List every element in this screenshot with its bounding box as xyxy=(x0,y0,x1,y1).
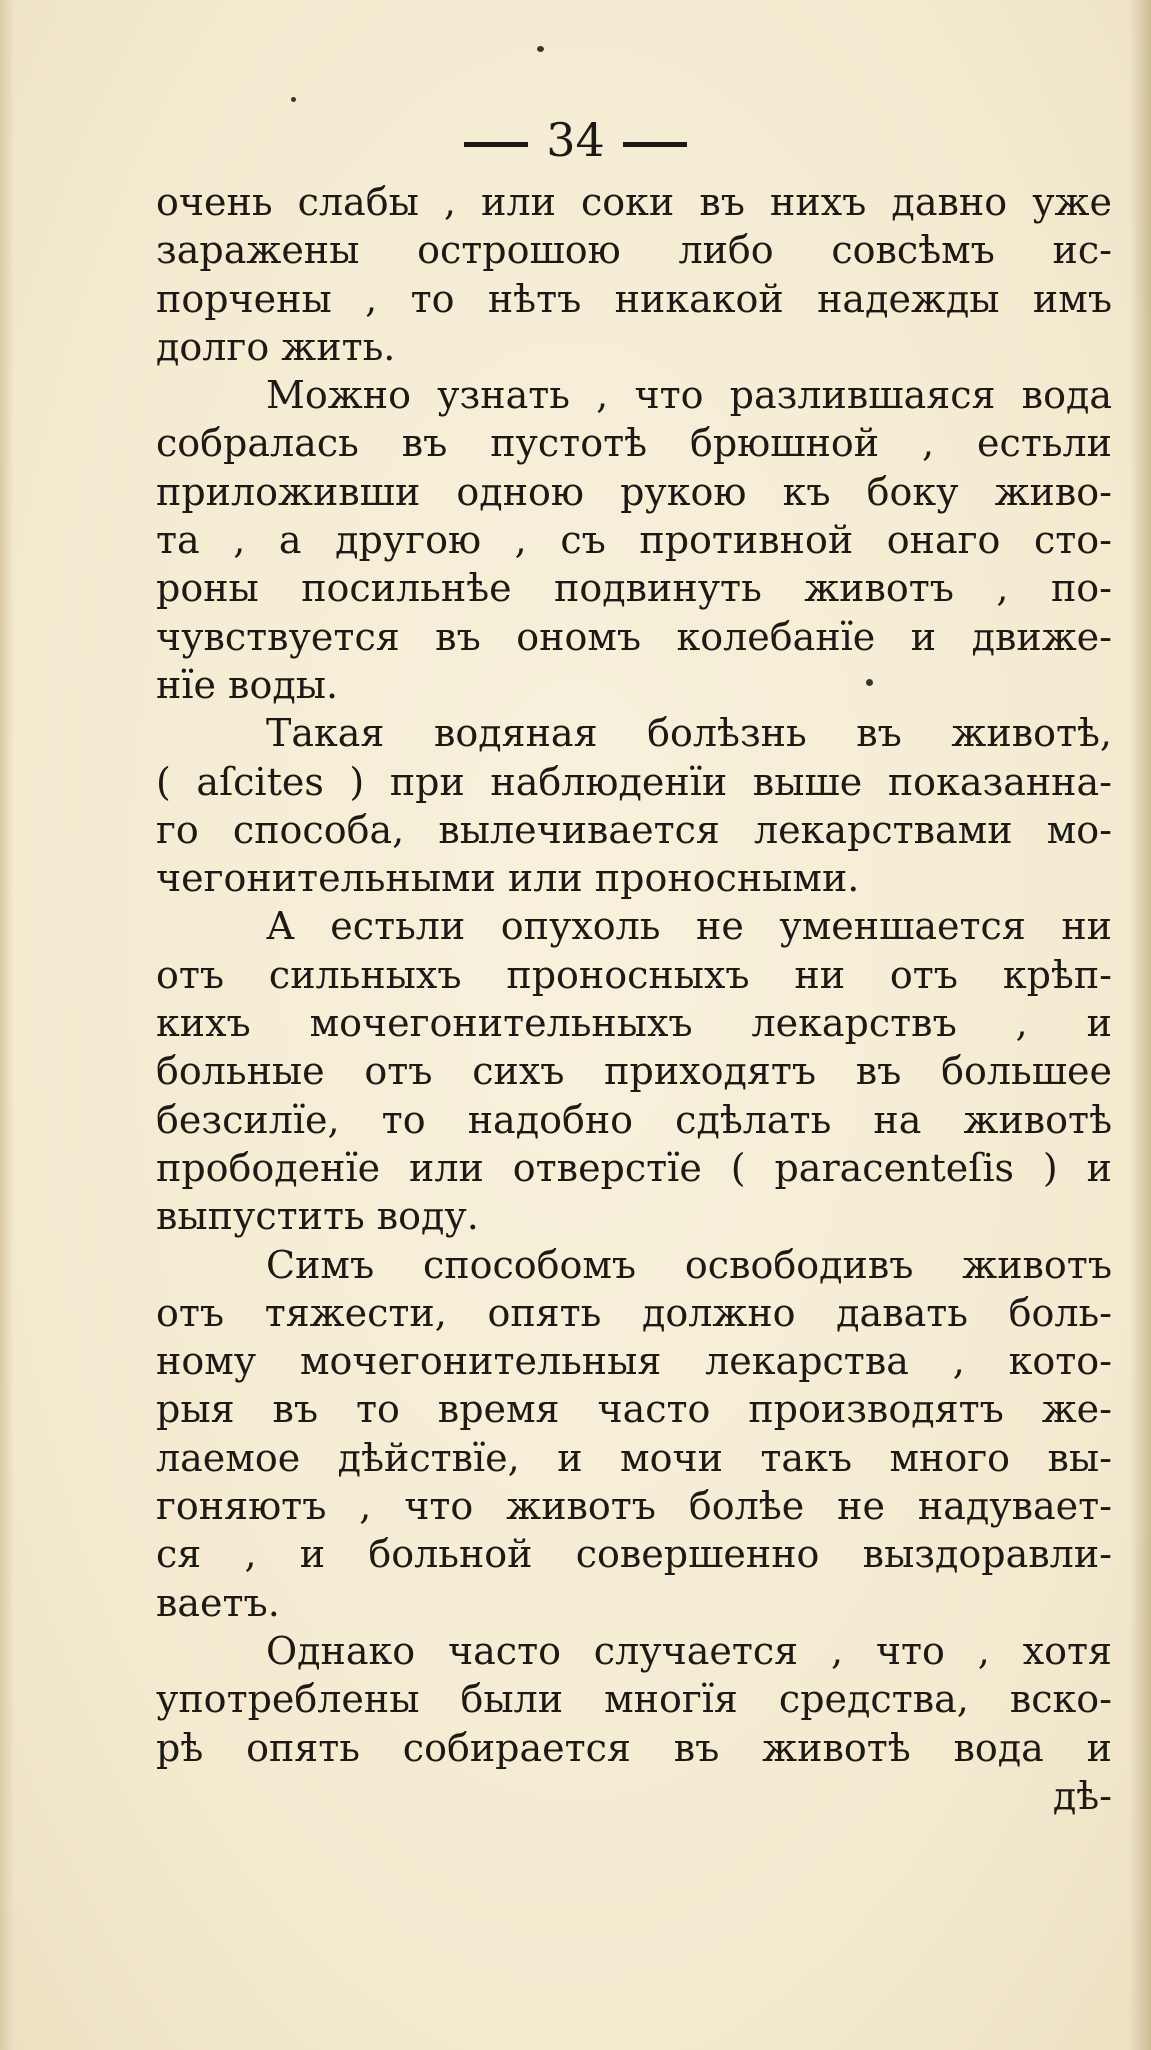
text-line: очень слабы , или соки въ нихъ давно уже xyxy=(156,180,1112,224)
text-line: лаемое дѣйствїе, и мочи такъ много вы- xyxy=(156,1435,1112,1480)
text-line: кихъ мочегонительныхъ лекарствъ , и xyxy=(156,1001,1112,1046)
page-header xyxy=(0,105,1151,175)
text-line: собралась въ пустотѣ брюшной , естьли xyxy=(156,421,1112,466)
page-right-edge-shadow xyxy=(1129,0,1151,2050)
text-line: прободенїе или отверстїе ( paracenteſis ) и xyxy=(156,1145,1112,1190)
page-number: 34 xyxy=(546,113,605,167)
text-line: долго жить. xyxy=(156,324,396,369)
ink-speck xyxy=(866,679,873,686)
text-line: роны посильнѣе подвинуть животъ , по- xyxy=(156,566,1112,611)
text-line: ному мочегонительныя лекарства , кото- xyxy=(156,1339,1112,1384)
text-line: приложивши одною рукою къ боку живо- xyxy=(156,469,1112,514)
ink-speck xyxy=(291,97,296,102)
text-line: Такая водяная болѣзнь въ животѣ, xyxy=(266,711,1112,756)
page-left-edge-shadow xyxy=(0,0,14,2050)
text-line: Однако часто случается , что , хотя xyxy=(266,1628,1112,1673)
text-line: гоняютъ , что животъ болѣе не надувает- xyxy=(156,1484,1112,1529)
text-line: выпустить воду. xyxy=(156,1194,479,1239)
text-line: рыя въ то время часто производятъ же- xyxy=(156,1387,1112,1432)
text-line: чувствуется въ ономъ колебанїе и движе- xyxy=(156,614,1112,659)
text-line: употреблены были многїя средства, вско- xyxy=(156,1677,1112,1722)
text-line: порчены , то нѣтъ никакой надежды имъ xyxy=(156,276,1112,321)
text-line: чегонительными или проносными. xyxy=(156,856,860,901)
text-line: заражены острошою либо совсѣмъ ис- xyxy=(156,228,1112,273)
text-line: отъ тяжести, опять должно давать боль- xyxy=(156,1290,1112,1335)
text-line: дѣ- xyxy=(1052,1773,1112,1818)
header-dash-right xyxy=(623,142,687,147)
text-line: А естьли опухоль не уменшается ни xyxy=(266,904,1112,949)
text-line: ся , и больной совершенно выздоравли- xyxy=(156,1532,1112,1577)
text-line: ( aſcites ) при наблюденїи выше показанна- xyxy=(156,759,1112,804)
ink-speck xyxy=(537,46,544,52)
text-line: Можно узнать , что разлившаяся вода xyxy=(266,373,1112,418)
text-line: безсилїе, то надобно сдѣлать на животѣ xyxy=(156,1097,1112,1142)
text-line: Симъ способомъ освободивъ животъ xyxy=(266,1242,1112,1287)
text-line: нїе воды. xyxy=(156,662,339,707)
text-line: отъ сильныхъ проносныхъ ни отъ крѣп- xyxy=(156,952,1112,997)
text-line: та , а другою , съ противной онаго сто- xyxy=(156,518,1112,563)
text-line: го способа, вылечивается лекарствами мо- xyxy=(156,807,1112,852)
text-line: больные отъ сихъ приходятъ въ большее xyxy=(156,1049,1112,1094)
body-text xyxy=(156,178,1112,1820)
text-line: ваетъ. xyxy=(156,1580,280,1625)
text-line: рѣ опять собирается въ животѣ вода и xyxy=(156,1725,1112,1770)
header-dash-left xyxy=(464,142,528,147)
